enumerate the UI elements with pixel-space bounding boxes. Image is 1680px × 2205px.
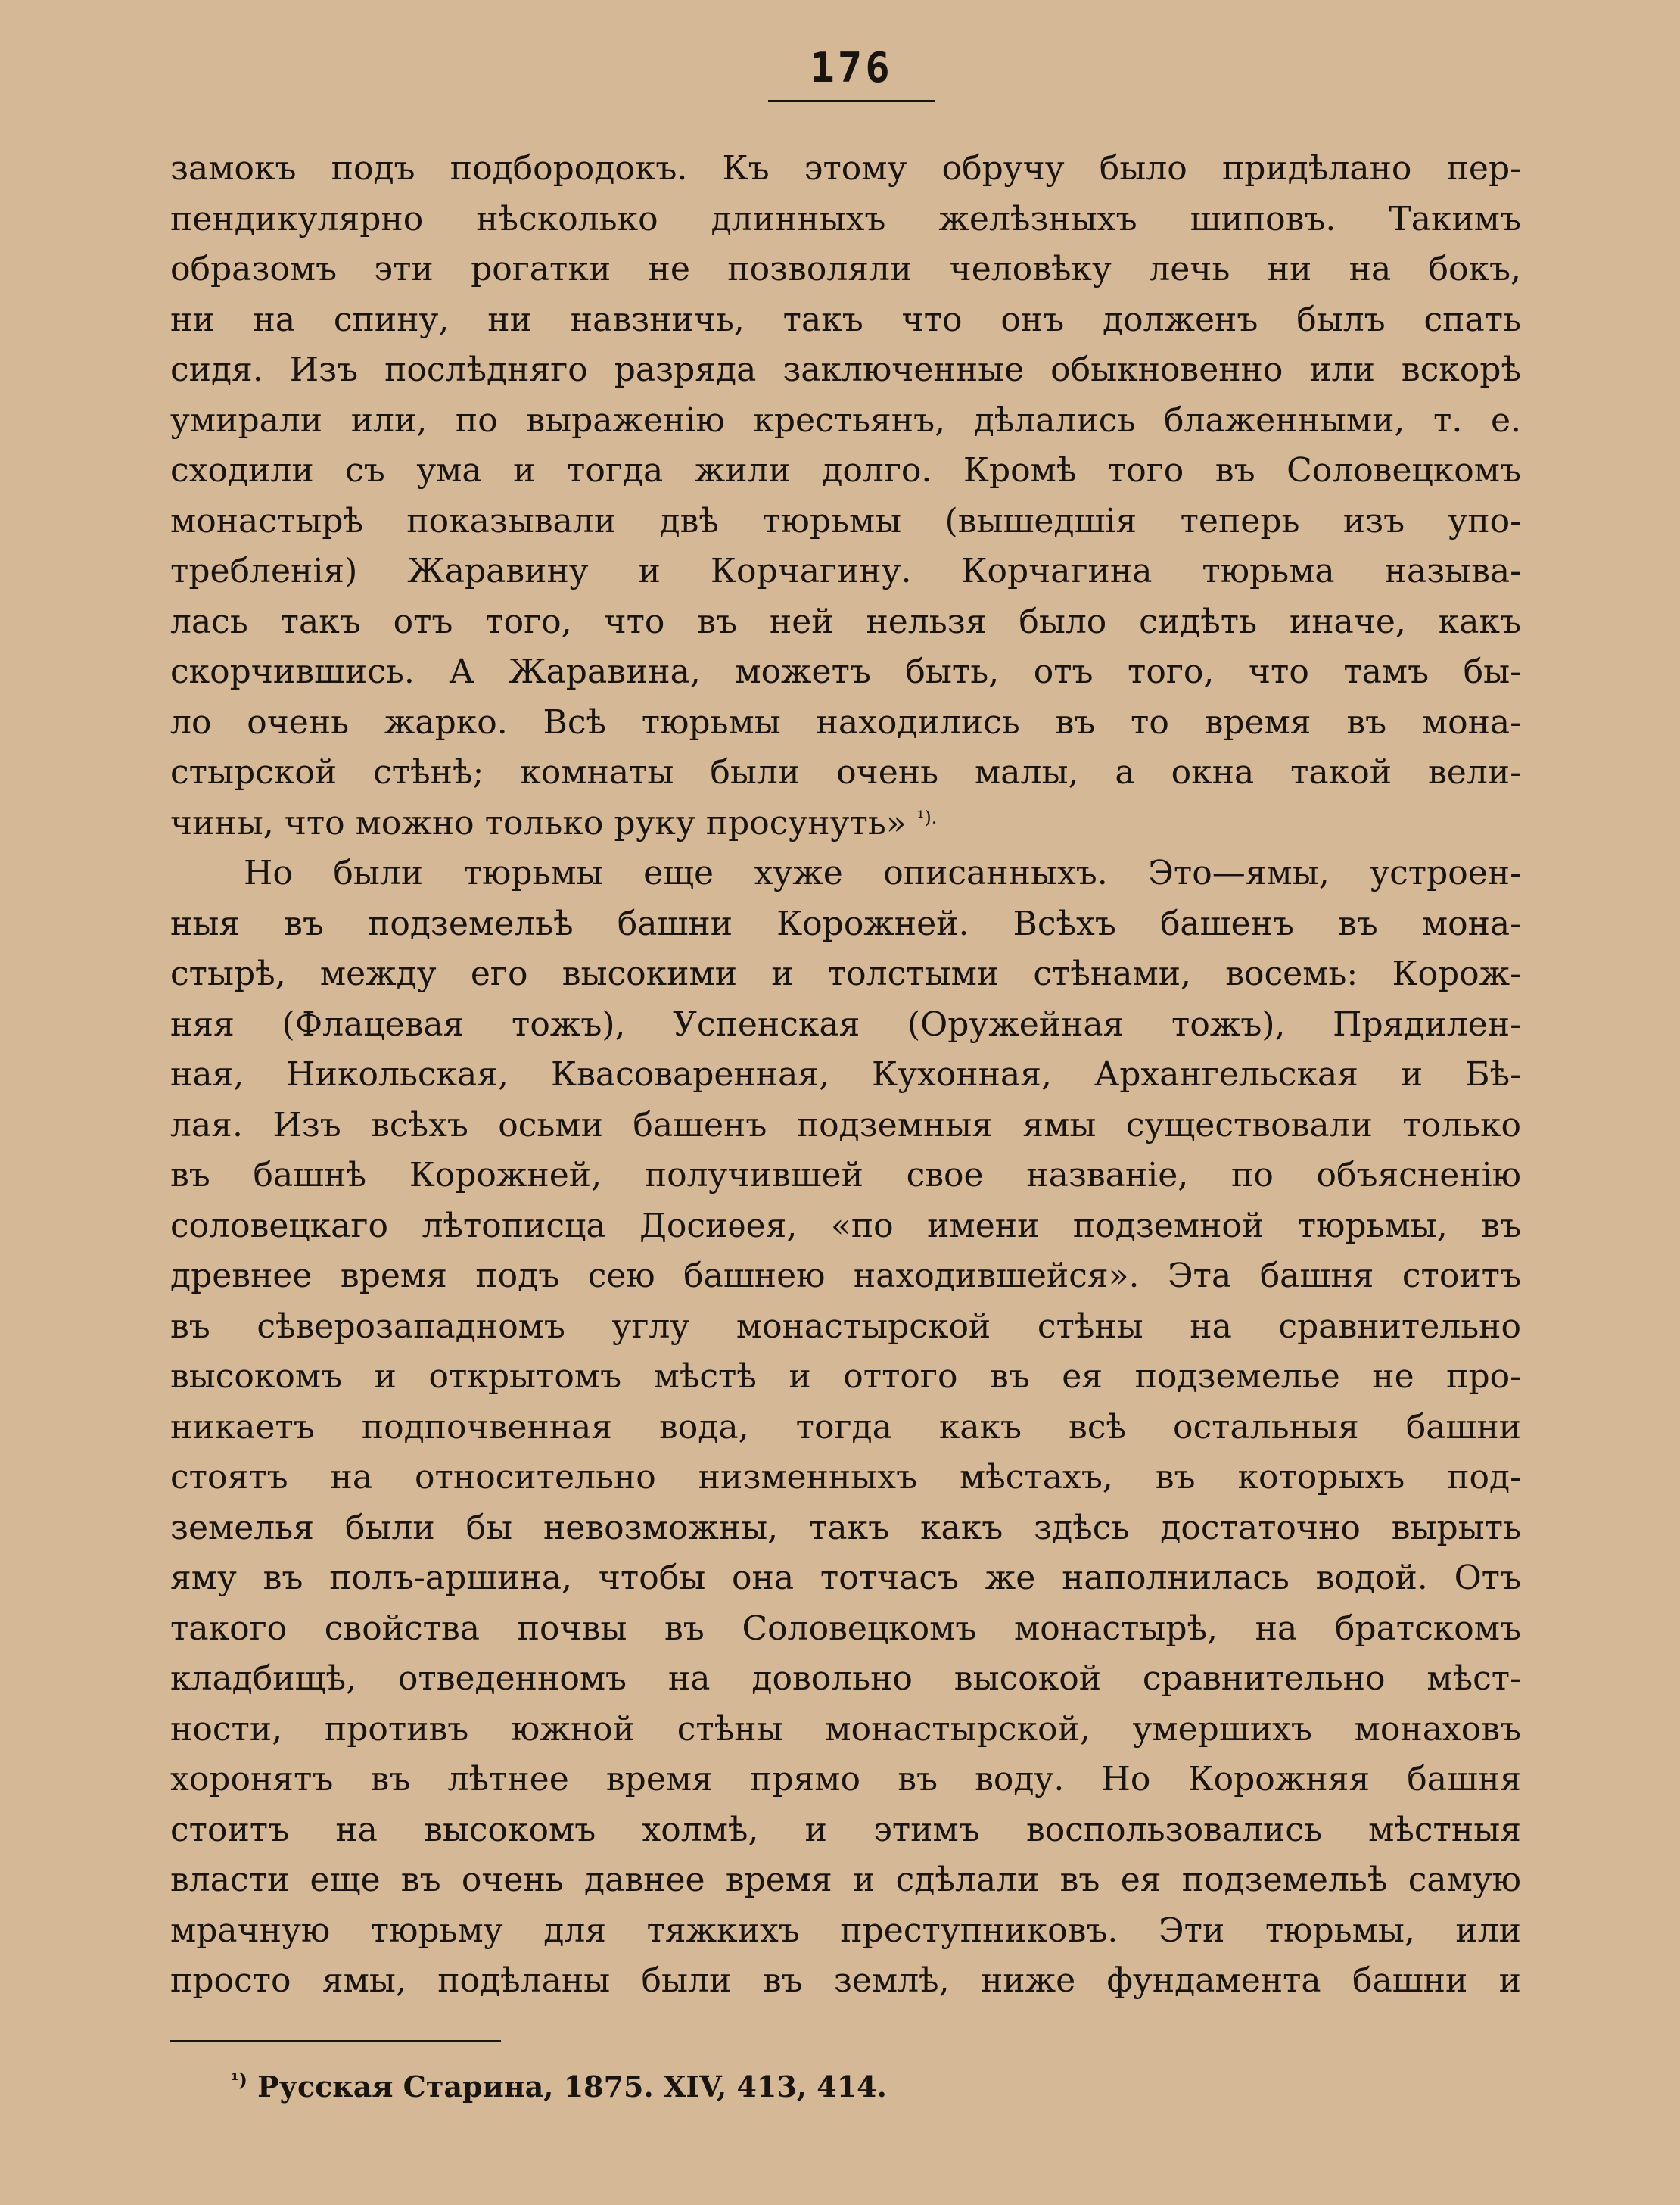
text-line: стырской стѣнѣ; комнаты были очень малы, а окна такой вели- (170, 753, 1521, 792)
text-line: яму въ полъ-аршина, чтобы она тотчасъ же наполнилась водой. Отъ (170, 1559, 1521, 1597)
text-line: соловецкаго лѣтописца Досиѳея, «по имени подземной тюрьмы, въ (170, 1206, 1521, 1245)
text-line: сидя. Изъ послѣдняго разряда заключенные обыкновенно или вскорѣ (170, 350, 1521, 389)
text-line: стоятъ на относительно низменныхъ мѣстахъ, въ которыхъ под- (170, 1458, 1521, 1496)
text-line: монастырѣ показывали двѣ тюрьмы (вышедшія теперь изъ упо- (170, 501, 1521, 540)
text-line: скорчившись. А Жаравина, можетъ быть, отъ того, что тамъ бы- (170, 652, 1521, 691)
paragraph-end-text: чины, что можно только руку просунуть» (170, 803, 907, 842)
text-line-last (170, 799, 1521, 849)
text-line: умирали или, по выраженію крестьянъ, дѣлались блаженными, т. е. (170, 400, 1521, 440)
text-line: древнее время подъ сею башнею находившейся». Эта башня стоитъ (170, 1257, 1521, 1295)
text-line: ло очень жарко. Всѣ тюрьмы находились въ то время въ мона- (170, 702, 1521, 742)
text-line: ности, противъ южной стѣны монастырской, умершихъ монаховъ (170, 1709, 1521, 1749)
text-line: пендикулярно нѣсколько длинныхъ желѣзныхъ шиповъ. Такимъ (170, 199, 1521, 238)
text-line: стырѣ, между его высокими и толстыми стѣнами, восемь: Корож- (170, 955, 1521, 993)
text-line: ни на спину, ни навзничь, такъ что онъ долженъ былъ спать (170, 300, 1521, 339)
text-line: сходили съ ума и тогда жили долго. Кромѣ того въ Соловецкомъ (170, 451, 1521, 490)
text-line: въ сѣверозападномъ углу монастырской стѣны на сравнительно (170, 1306, 1521, 1346)
text-line: стоитъ на высокомъ холмѣ, и этимъ воспользовались мѣстныя (170, 1810, 1521, 1849)
footnote (231, 2064, 887, 2110)
text-line: няя (Флацевая тожъ), Успенская (Оружейная тожъ), Прядилен- (170, 1004, 1521, 1044)
text-line: никаетъ подпочвенная вода, тогда какъ всѣ остальныя башни (170, 1407, 1521, 1447)
text-line: высокомъ и открытомъ мѣстѣ и оттого въ ея подземелье не про- (170, 1357, 1521, 1396)
text-line-indented: Но были тюрьмы еще хуже описанныхъ. Это—ямы, устроен- (244, 854, 1521, 892)
footnote-text: Русская Старина, 1875. XIV, 413, 414. (247, 2070, 887, 2104)
text-line: кладбищѣ, отведенномъ на довольно высокой сравнительно мѣст- (170, 1659, 1521, 1698)
text-line: лая. Изъ всѣхъ осьми башенъ подземныя ямы существовали только (170, 1105, 1521, 1145)
page-number-rule (768, 100, 935, 102)
footnote-marker: ¹) (231, 2069, 247, 2091)
text-line: ная, Никольская, Квасоваренная, Кухонная, Архангельская и Бѣ- (170, 1055, 1521, 1094)
text-line: требленія) Жаравину и Корчагину. Корчагина тюрьма называ- (170, 552, 1521, 590)
text-line: мрачную тюрьму для тяжкихъ преступниковъ. Эти тюрьмы, или (170, 1911, 1521, 1950)
text-line: хоронятъ въ лѣтнее время прямо въ воду. Но Корожняя башня (170, 1760, 1521, 1799)
text-line: власти еще въ очень давнее время и сдѣлали въ ея подземельѣ самую (170, 1861, 1521, 1899)
footnote-rule (170, 2040, 501, 2042)
body-text (170, 144, 1521, 2007)
text-line: такого свойства почвы въ Соловецкомъ монастырѣ, на братскомъ (170, 1609, 1521, 1648)
text-line: замокъ подъ подбородокъ. Къ этому обручу было придѣлано пер- (170, 149, 1521, 188)
text-line: земелья были бы невозможны, такъ какъ здѣсь достаточно вырыть (170, 1508, 1521, 1547)
page-number: 176 (810, 44, 893, 92)
footnote-reference: ¹). (916, 806, 938, 828)
text-line: ныя въ подземельѣ башни Корожней. Всѣхъ башенъ въ мона- (170, 904, 1521, 943)
text-line: лась такъ отъ того, что въ ней нельзя было сидѣть иначе, какъ (170, 602, 1521, 641)
text-line: въ башнѣ Корожней, получившей свое названіе, по объясненію (170, 1156, 1521, 1194)
text-line: образомъ эти рогатки не позволяли человѣку лечь ни на бокъ, (170, 250, 1521, 288)
text-line: просто ямы, подѣланы были въ землѣ, ниже фундамента башни и (170, 1961, 1521, 2000)
